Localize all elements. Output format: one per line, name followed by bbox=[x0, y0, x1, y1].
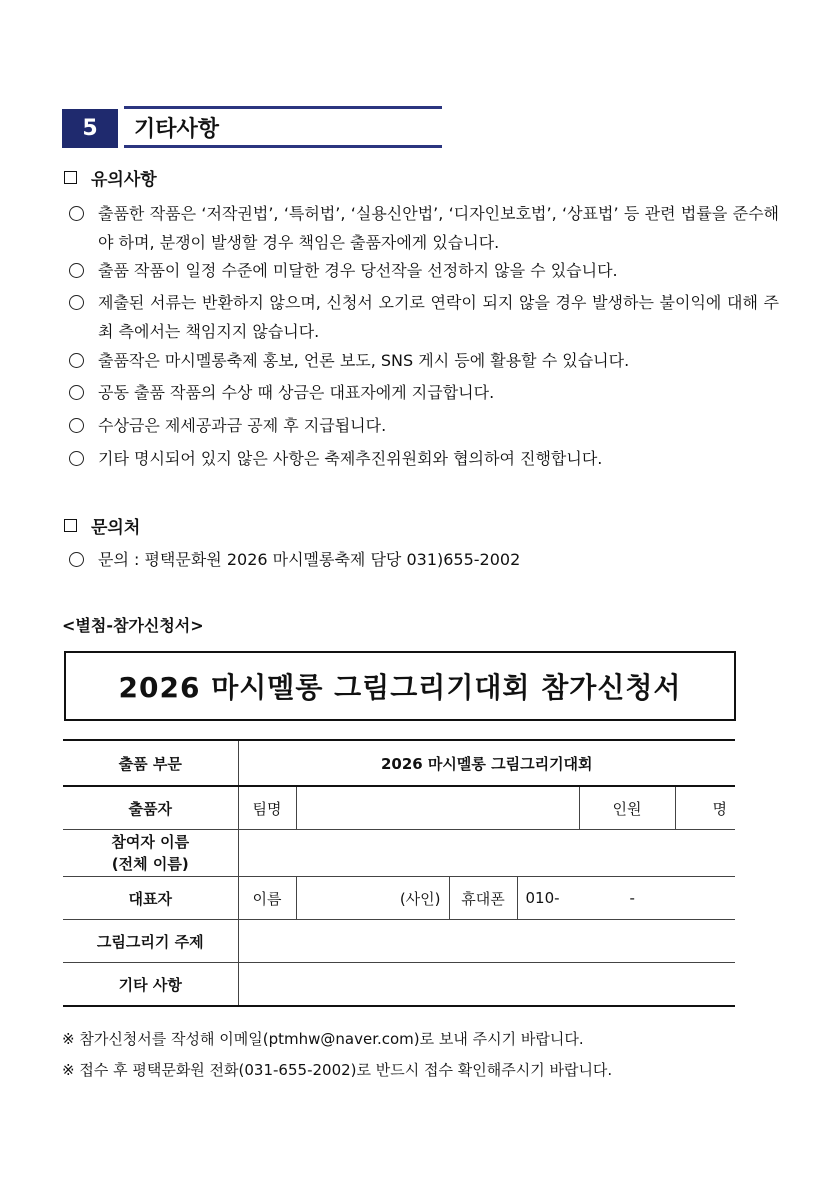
theme-label: 그림그리기 주제 bbox=[63, 920, 238, 963]
members-unit: 명 bbox=[712, 799, 727, 818]
list-item bbox=[69, 444, 779, 473]
list-item bbox=[69, 346, 779, 375]
participants-field[interactable] bbox=[238, 830, 735, 877]
list-item-text: 제출된 서류는 반환하지 않으며, 신청서 오기로 연락이 되지 않을 경우 발생하는 불이익에 대해 주최 측에서는 책임지지 않습니다. bbox=[98, 293, 779, 341]
phone-prefix: 010- bbox=[525, 889, 560, 907]
theme-field[interactable] bbox=[238, 920, 735, 963]
representative-label: 대표자 bbox=[63, 877, 238, 920]
circle-bullet-icon bbox=[69, 206, 84, 221]
list-item bbox=[69, 288, 779, 346]
table-row bbox=[63, 786, 735, 830]
rep-name-label: 이름 bbox=[238, 877, 296, 920]
team-name-label: 팀명 bbox=[238, 786, 296, 830]
table-row bbox=[63, 877, 735, 920]
table-row bbox=[63, 920, 735, 963]
participants-label-line1: 참여자 이름 bbox=[111, 833, 190, 851]
application-form-table bbox=[63, 739, 735, 1007]
phone-field[interactable] bbox=[517, 877, 735, 920]
table-row bbox=[63, 963, 735, 1007]
footnote-email: ※ 참가신청서를 작성해 이메일(ptmhw@naver.com)로 보내 주시기 바랍니다. bbox=[62, 1030, 584, 1048]
team-name-field[interactable] bbox=[296, 786, 579, 830]
section-header-bottom-rule bbox=[124, 145, 442, 148]
section-header-top-rule bbox=[124, 106, 442, 109]
participants-label bbox=[63, 830, 238, 877]
list-item-text: 출품한 작품은 ‘저작권법’, ‘특허법’, ‘실용신안법’, ‘디자인보호법’, ‘상표법’ 등 관련 법률을 준수해야 하며, 분쟁이 발생할 경우 책임은 출품자에게 있습니다. bbox=[98, 204, 779, 252]
entrant-label: 출품자 bbox=[63, 786, 238, 830]
circle-bullet-icon bbox=[69, 263, 84, 278]
notes-heading bbox=[64, 165, 157, 190]
list-item-text: 출품 작품이 일정 수준에 미달한 경우 당선작을 선정하지 않을 수 있습니다. bbox=[98, 261, 618, 280]
square-bullet-icon bbox=[64, 519, 77, 532]
phone-dash: - bbox=[629, 889, 635, 907]
table-row bbox=[63, 740, 735, 786]
other-field[interactable] bbox=[238, 963, 735, 1007]
square-bullet-icon bbox=[64, 171, 77, 184]
participants-label-line2: (전체 이름) bbox=[111, 855, 189, 873]
footnote-phone: ※ 접수 후 평택문화원 전화(031-655-2002)로 반드시 접수 확인해주시기 바랍니다. bbox=[62, 1061, 613, 1079]
section-number: 5 bbox=[62, 109, 118, 148]
table-row bbox=[63, 830, 735, 877]
contact-item bbox=[69, 545, 779, 574]
form-title: 2026 마시멜롱 그림그리기대회 참가신청서 bbox=[64, 651, 736, 721]
circle-bullet-icon bbox=[69, 295, 84, 310]
signature-text: (사인) bbox=[399, 889, 441, 908]
list-item bbox=[69, 199, 779, 257]
contact-text: 문의 : 평택문화원 2026 마시멜롱축제 담당 031)655-2002 bbox=[98, 550, 521, 569]
category-label: 출품 부문 bbox=[63, 740, 238, 786]
contact-heading-text: 문의처 bbox=[91, 518, 141, 538]
list-item bbox=[69, 256, 779, 285]
list-item-text: 출품작은 마시멜롱축제 홍보, 언론 보도, SNS 게시 등에 활용할 수 있습니다. bbox=[98, 351, 630, 370]
circle-bullet-icon bbox=[69, 418, 84, 433]
list-item-text: 공동 출품 작품의 수상 때 상금은 대표자에게 지급합니다. bbox=[98, 383, 495, 402]
circle-bullet-icon bbox=[69, 451, 84, 466]
attachment-label: <별첨-참가신청서> bbox=[62, 616, 204, 635]
list-item-text: 기타 명시되어 있지 않은 사항은 축제추진위원회와 협의하여 진행합니다. bbox=[98, 449, 603, 468]
rep-name-field[interactable] bbox=[296, 877, 449, 920]
members-field[interactable] bbox=[675, 786, 735, 830]
circle-bullet-icon bbox=[69, 353, 84, 368]
notes-heading-text: 유의사항 bbox=[91, 170, 157, 190]
contact-heading bbox=[64, 513, 140, 538]
members-label: 인원 bbox=[579, 786, 675, 830]
circle-bullet-icon bbox=[69, 385, 84, 400]
list-item bbox=[69, 378, 779, 407]
section-title: 기타사항 bbox=[134, 117, 220, 142]
list-item bbox=[69, 411, 779, 440]
category-value: 2026 마시멜롱 그림그리기대회 bbox=[238, 740, 735, 786]
other-label: 기타 사항 bbox=[63, 963, 238, 1007]
phone-label: 휴대폰 bbox=[449, 877, 517, 920]
circle-bullet-icon bbox=[69, 552, 84, 567]
list-item-text: 수상금은 제세공과금 공제 후 지급됩니다. bbox=[98, 416, 387, 435]
